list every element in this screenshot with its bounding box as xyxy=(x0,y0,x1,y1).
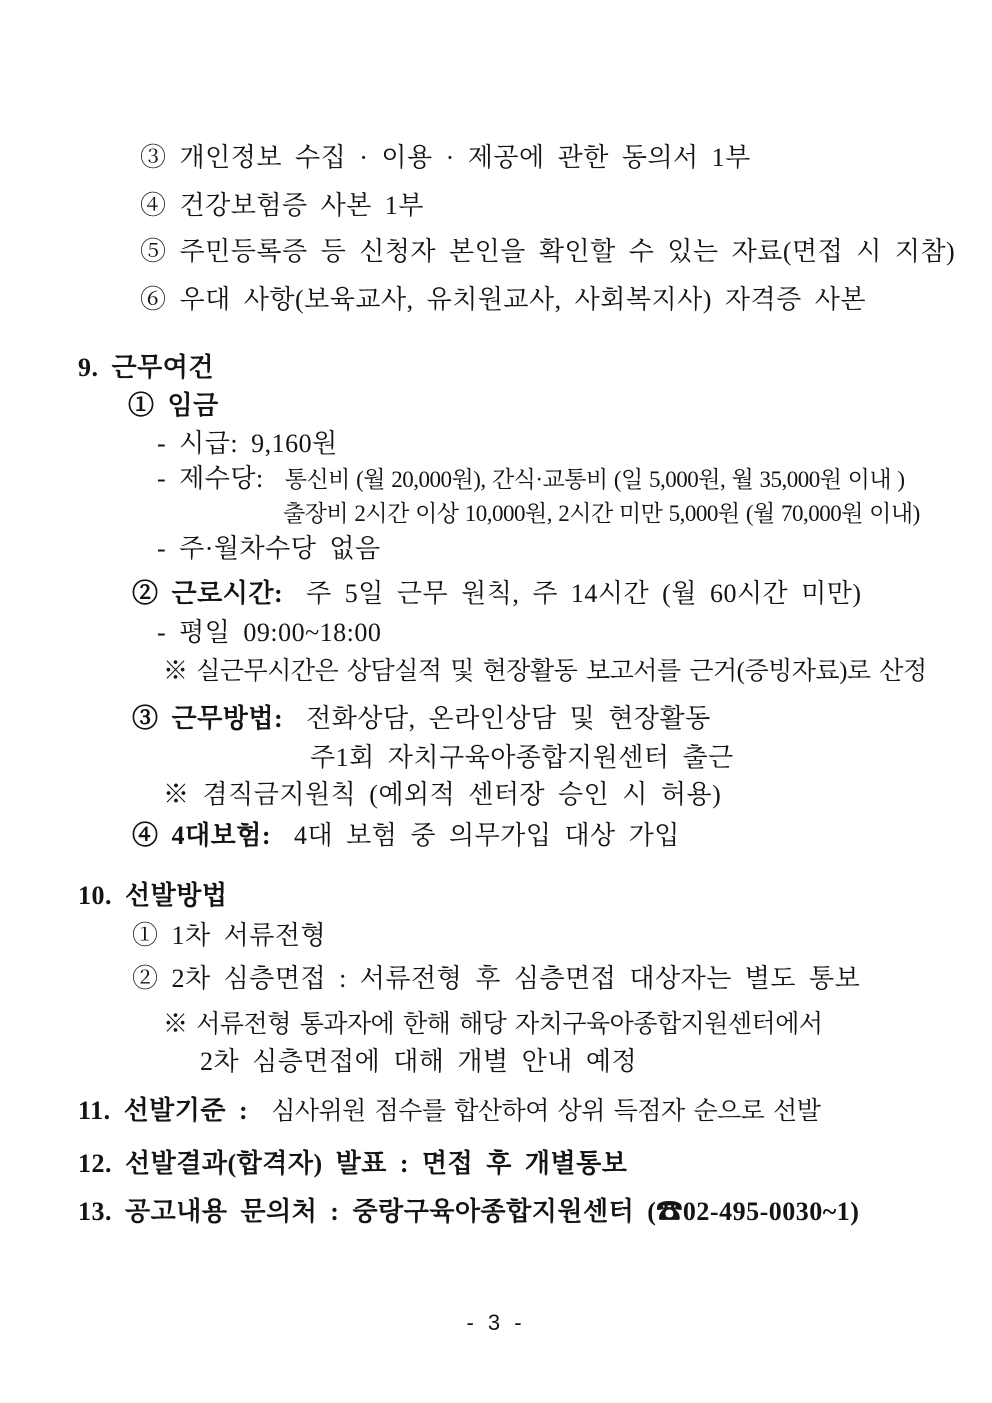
allowance-label: - 제수당: xyxy=(157,464,264,493)
wage-heading: ① 임금 xyxy=(128,391,219,420)
section-11-line xyxy=(78,1095,820,1127)
attachment-item-6: ⑥ 우대 사항(보육교사, 유치원교사, 사회복지사) 자격증 사본 xyxy=(140,285,866,314)
attachment-item-4: ④ 건강보험증 사본 1부 xyxy=(140,191,424,220)
working-hours-line xyxy=(132,578,862,609)
selection-step-2: ② 2차 심층면접 : 서류전형 후 심층면접 대상자는 별도 통보 xyxy=(132,964,861,993)
no-second-job-note-line: ※ 겸직금지원칙 (예외적 센터장 승인 시 허용) xyxy=(163,780,722,809)
page-number: - 3 - xyxy=(466,1310,526,1335)
weekday-hours-line: - 평일 09:00~18:00 xyxy=(157,618,382,647)
insurance-text: 4대 보험 중 의무가입 대상 가입 xyxy=(294,821,680,850)
selection-note-line-2: 2차 심층면접에 대해 개별 안내 예정 xyxy=(200,1047,638,1076)
attachment-item-3: ③ 개인정보 수집 · 이용 · 제공에 관한 동의서 1부 xyxy=(140,143,751,172)
section-9-title: 9. 근무여건 xyxy=(78,353,214,382)
selection-note-line-1: ※ 서류전형 통과자에 한해 해당 자치구육아종합지원센터에서 xyxy=(163,1011,823,1038)
attachment-item-5: ⑤ 주민등록증 등 신청자 본인을 확인할 수 있는 자료(면접 시 지참) xyxy=(140,237,956,266)
allowance-detail-1: 통신비 (월 20,000원), 간식·교통비 (일 5,000원, 월 35,000원 이내 ) xyxy=(284,467,905,492)
allowance-detail-2: 출장비 2시간 이상 10,000원, 2시간 미만 5,000원 (월 70,000원 이내) xyxy=(283,501,920,526)
no-weekly-allowance-line: - 주·월차수당 없음 xyxy=(157,534,381,563)
section-11-label: 11. 선발기준 : xyxy=(78,1096,249,1125)
hourly-wage-line: - 시급: 9,160원 xyxy=(157,429,338,458)
section-11-text: 심사위원 점수를 합산하여 상위 득점자 순으로 선발 xyxy=(271,1098,821,1125)
working-hours-label: ② 근로시간: xyxy=(132,579,284,608)
working-hours-text: 주 5일 근무 원칙, 주 14시간 (월 60시간 미만) xyxy=(306,579,862,608)
selection-step-1: ① 1차 서류전형 xyxy=(132,921,327,950)
insurance-line xyxy=(132,820,680,851)
allowance-line xyxy=(157,463,905,494)
insurance-label: ④ 4대보험: xyxy=(132,821,272,850)
section-10-title: 10. 선발방법 xyxy=(78,881,228,910)
work-method-label: ③ 근무방법: xyxy=(132,704,284,733)
work-method-line xyxy=(132,703,711,734)
section-12-line: 12. 선발결과(합격자) 발표 : 면접 후 개별통보 xyxy=(78,1149,628,1178)
work-method-continued-line: 주1회 자치구육아종합지원센터 출근 xyxy=(310,743,734,772)
section-13-line: 13. 공고내용 문의처 : 중랑구육아종합지원센터 (☎02-495-0030~1) xyxy=(78,1197,860,1226)
hours-note-line: ※ 실근무시간은 상담실적 및 현장활동 보고서를 근거(증빙자료)로 산정 xyxy=(163,658,927,685)
work-method-text: 전화상담, 온라인상담 및 현장활동 xyxy=(306,704,711,733)
